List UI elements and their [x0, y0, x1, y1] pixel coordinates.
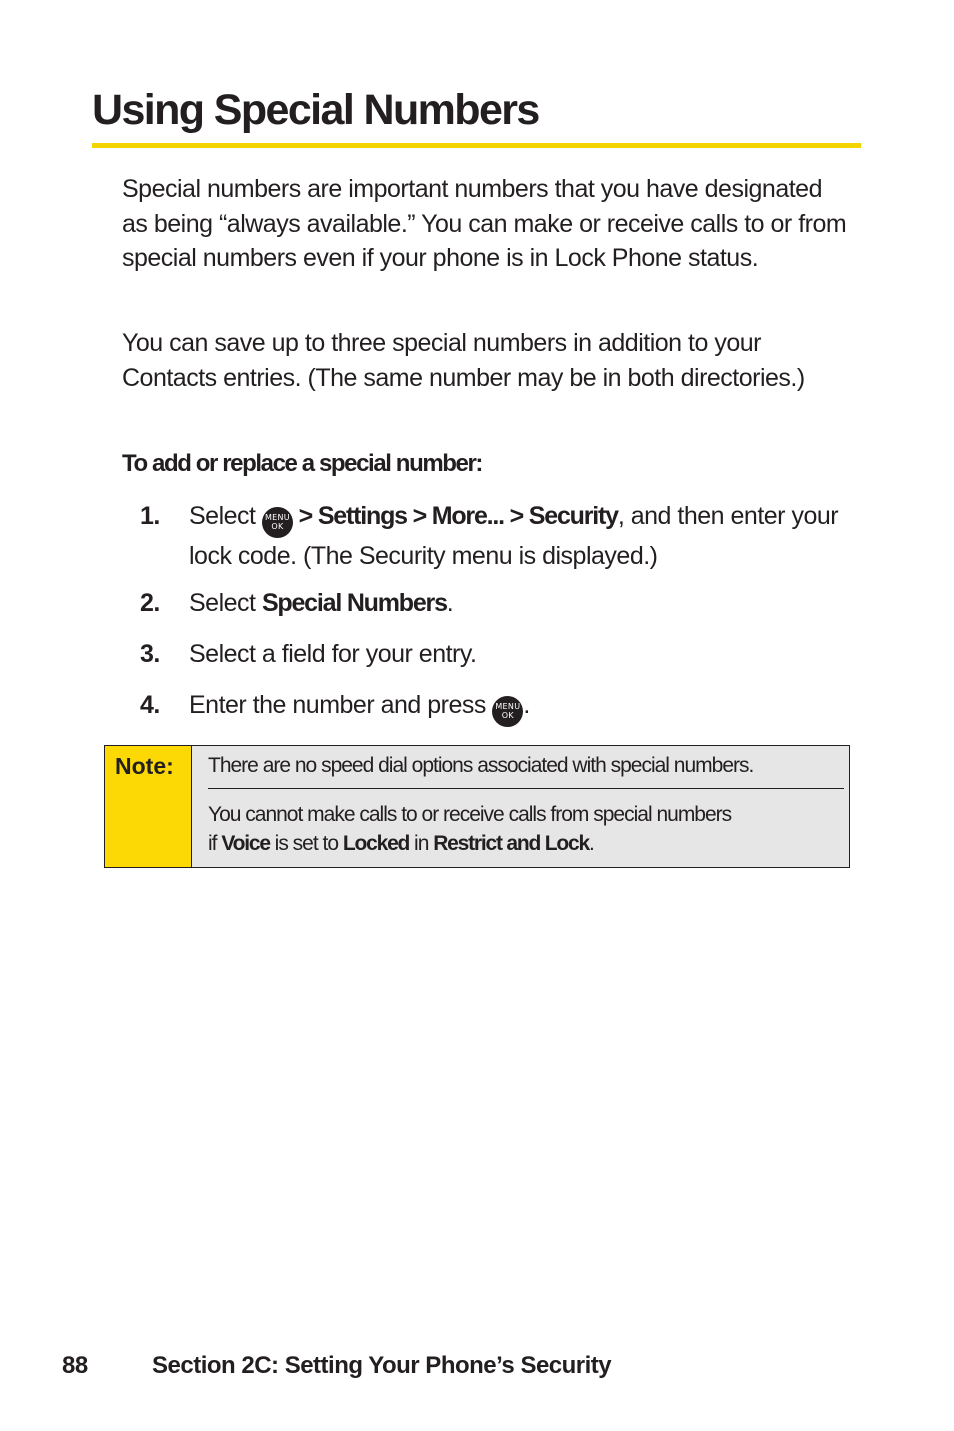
- step-4: [140, 687, 840, 727]
- step-text-pre: Select: [189, 502, 262, 530]
- step-3: [140, 636, 840, 672]
- menu-path: > Settings > More... > Security: [292, 502, 618, 530]
- menu-restrict-and-lock: Restrict and Lock: [433, 832, 590, 855]
- note-text-speed-dial: There are no speed dial options associated with special numbers.: [208, 754, 754, 777]
- step-2: [140, 585, 840, 621]
- step-text-post: , and then enter your lock code. (The Security menu is displayed.): [189, 502, 839, 570]
- page-title: Using Special Numbers: [92, 86, 539, 134]
- step-text: [189, 498, 840, 574]
- capacity-paragraph: You can save up to three special numbers in addition to your Contacts entries. (The same number may be in both directories.): [122, 329, 805, 392]
- menu-ok-key-icon: MENU OK: [262, 507, 293, 538]
- menu-item-special-numbers: Special Numbers: [261, 589, 447, 617]
- intro-paragraph: Special numbers are important numbers that you have designated as being “always available.” You can make or receive calls to or from special numbers even if your phone is in Lock Phone status.: [122, 175, 847, 272]
- page-number: 88: [62, 1352, 88, 1379]
- setting-voice: Voice: [221, 832, 270, 855]
- note-text-lock-condition: if Voice is set to Locked in Restrict and Lock.: [208, 832, 594, 855]
- step-1: [140, 498, 840, 574]
- setting-locked: Locked: [342, 832, 410, 855]
- note-text-lock: You cannot make calls to or receive calls from special numbers: [208, 803, 732, 826]
- step-text: Select Special Numbers.: [189, 589, 454, 617]
- title-rule: [92, 143, 861, 148]
- step-number: 2.: [140, 589, 160, 617]
- procedure-heading: To add or replace a special number:: [122, 450, 483, 477]
- step-number: 3.: [140, 640, 160, 668]
- note-label-cell: [105, 746, 192, 867]
- note-label: Note:: [115, 753, 174, 779]
- note-box: [104, 745, 850, 868]
- step-number: 1.: [140, 502, 160, 530]
- step-number: 4.: [140, 691, 160, 719]
- note-divider: [208, 788, 844, 789]
- step-text: Enter the number and press MENU OK .: [189, 687, 840, 727]
- menu-ok-key-icon: MENU OK: [492, 696, 523, 727]
- step-text: Select a field for your entry.: [189, 640, 477, 668]
- section-footer: Section 2C: Setting Your Phone’s Security: [152, 1352, 612, 1379]
